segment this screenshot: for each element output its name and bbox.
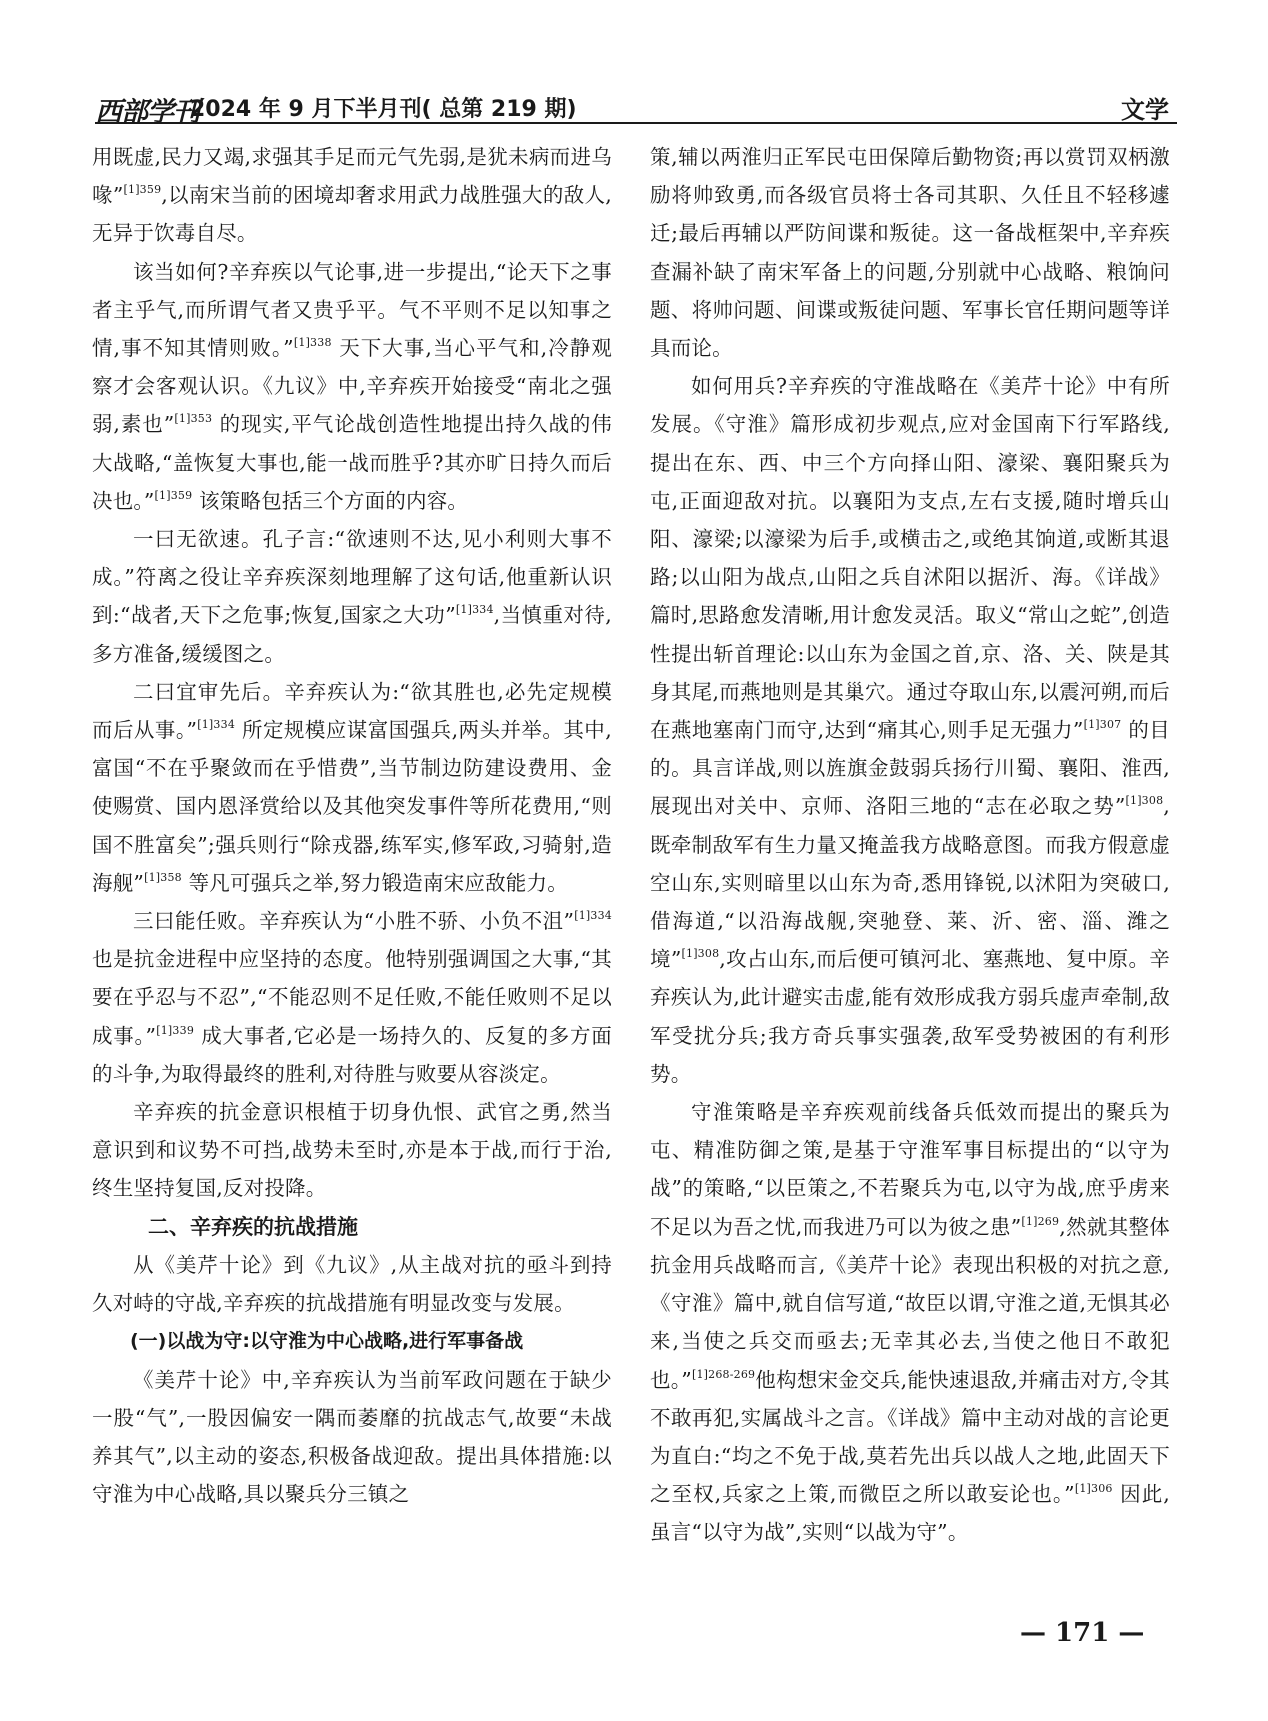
journal-logo: 西部学刊 [95, 97, 199, 128]
section-heading: 二、辛弃疾的抗战措施 [148, 1214, 358, 1239]
paragraph: 辛弃疾的抗金意识根植于切身仇恨、武官之勇,然当意识到和议势不可挡,战势未至时,亦是本于战,而行于治,终生坚持复国,反对投降。 [92, 1100, 612, 1201]
citation: [1]307 [1083, 718, 1122, 732]
citation: [1]353 [174, 412, 213, 426]
citation: [1]359 [154, 488, 193, 502]
citation: [1]308 [681, 947, 720, 961]
paragraph: 策,辅以两淮归正军民屯田保障后勤物资;再以赏罚双柄激励将帅致勇,而各级官员将士各司其职、久任且不轻移遽迁;最后再辅以严防间谍和叛徒。这一备战框架中,辛弃疾查漏补缺了南宋军备上的问题,分别就中心战略、粮饷问题、将帅问题、间谍或叛徒问题、军事长官任期问题等详具而论。 [650, 145, 1170, 361]
subsection-heading: (一)以战为守:以守淮为中心战略,进行军事备战 [130, 1330, 524, 1353]
paragraph: 从《美芹十论》到《九议》,从主战对抗的亟斗到持久对峙的守战,辛弃疾的抗战措施有明显改变与发展。 [92, 1252, 612, 1316]
section-label: 文学 [1121, 96, 1169, 124]
paragraph: 一曰无欲速。孔子言:“欲速则不达,见小利则大事不成。”符离之役让辛弃疾深刻地理解了这句话,他重新认识到:“战者,天下之危事;恢复,国家之大功”$^{[1]334}$,当慎重对待,多方准备,缓缓图之。 [92, 527, 612, 666]
paragraph: 用既虚,民力又竭,求强其手足而元气先弱,是犹未病而进乌喙”$^{[1]359}$,以南宋当前的困境却奢求用武力战胜强大的敌人,无异于饮毒自尽。 [92, 145, 612, 246]
citation: [1]269 [1021, 1214, 1060, 1228]
left-column [92, 138, 612, 1513]
citation: [1]306 [1074, 1482, 1113, 1496]
paragraph: 二曰宜审先后。辛弃疾认为:“欲其胜也,必先定规模而后从事。”$^{[1]334}$ 所定规模应谋富国强兵,两头并举。其中,富国“不在乎聚敛而在乎惜费”,当节制边防建设费用、金使赐赏、国内恩泽赏给以及其他突发事件等所花费用,“则国不胜富矣”;强兵则行“除戎器,练军实,修军政,习骑射,造海舰”$^{[1]358}$ 等凡可强兵之举,努力锻造南宋应敌能力。 [92, 679, 612, 895]
citation: [1]268-269 [691, 1367, 756, 1381]
citation: [1]338 [293, 336, 332, 350]
citation: [1]358 [144, 870, 182, 884]
citation: [1]334 [197, 718, 236, 732]
right-column [650, 138, 1170, 1552]
citation: [1]359 [123, 183, 162, 197]
paragraph: 守淮策略是辛弃疾观前线备兵低效而提出的聚兵为屯、精准防御之策,是基于守淮军事目标提出的“以守为战”的策略,“以臣策之,不若聚兵为屯,以守为战,庶乎虏来不足以为吾之忧,而我进乃可以为彼之患”$^{[1]269}$,然就其整体抗金用兵战略而言,《美芹十论》表现出积极的对抗之意,《守淮》篇中,就自信写道,“故臣以谓,守淮之道,无惧其必来,当使之兵交而亟去;无幸其必去,当使之他日不敢犯也。”$^{[1]268-269}$他构想宋金交兵,能快速退敌,并痛击对方,令其不敢再犯,实属战斗之言。《详战》篇中主动对战的言论更为直白:“均之不免于战,莫若先出兵以战人之地,此固天下之至权,兵家之上策,而微臣之所以敢妄论也。”$^{[1]306}$ 因此,虽言“以守为战”,实则“以战为守”。 [650, 1100, 1170, 1545]
paragraph: 该当如何?辛弃疾以气论事,进一步提出,“论天下之事者主乎气,而所谓气者又贵乎平。气不平则不足以知事之情,事不知其情则败。”$^{[1]338}$ 天下大事,当心平气和,冷静观察才会客观认识。《九议》中,辛弃疾开始接受“南北之强弱,素也”$^{[1]353}$ 的现实,平气论战创造性地提出持久战的伟大战略,“盖恢复大事也,能一战而胜乎?其亦旷日持久而后决也。”$^{[1]359}$ 该策略包括三个方面的内容。 [92, 259, 612, 513]
paragraph: 如何用兵?辛弃疾的守淮战略在《美芹十论》中有所发展。《守淮》篇形成初步观点,应对金国南下行军路线,提出在东、西、中三个方向择山阳、濠梁、襄阳聚兵为屯,正面迎敌对抗。以襄阳为支点,左右支援,随时增兵山阳、濠梁;以濠梁为后手,或横击之,或绝其饷道,或断其退路;以山阳为战点,山阳之兵自沭阳以据沂、海。《详战》篇时,思路愈发清晰,用计愈发灵活。取义“常山之蛇”,创造性提出斩首理论:以山东为金国之首,京、洛、关、陕是其身其尾,而燕地则是其巢穴。通过夺取山东,以震河朔,而后在燕地塞南门而守,达到“痛其心,则手足无强力”$^{[1]307}$ 的目的。具言详战,则以旌旗金鼓弱兵扬行川蜀、襄阳、淮西,展现出对关中、京师、洛阳三地的“志在必取之势”$^{[1]308}$,既牵制敌军有生力量又掩盖我方战略意图。而我方假意虚空山东,实则暗里以山东为奇,悉用锋锐,以沭阳为突破口,借海道,“以沿海战舰,突驰登、莱、沂、密、淄、潍之境”$^{[1]308}$,攻占山东,而后便可镇河北、塞燕地、复中原。辛弃疾认为,此计避实击虚,能有效形成我方弱兵虚声牵制,敌军受扰分兵;我方奇兵事实强袭,敌军受势被困的有利形势。 [650, 374, 1170, 1086]
paragraph: 三曰能任败。辛弃疾认为“小胜不骄、小负不沮”$^{[1]334}$ 也是抗金进程中应坚持的态度。他特别强调国之大事,“其要在乎忍与不忍”,“不能忍则不足任败,不能任败则不足以成事。”$^{[1]339}$ 成大事者,它必是一场持久的、反复的多方面的斗争,为取得最终的胜利,对待胜与败要从容淡定。 [92, 909, 612, 1086]
citation: [1]308 [1125, 794, 1164, 808]
running-header [95, 86, 1177, 128]
paragraph: 《美芹十论》中,辛弃疾认为当前军政问题在于缺少一股“气”,一股因偏安一隅而萎靡的抗战志气,故要“未战养其气”,以主动的姿态,积极备战迎敌。提出具体措施:以守淮为中心战略,具以聚兵分三镇之 [92, 1367, 612, 1507]
citation: [1]334 [455, 603, 494, 617]
page-number: — 171 — [1020, 1618, 1145, 1648]
issue-info: 2024 年 9 月下半月刊( 总第 219 期) [190, 97, 577, 122]
citation: [1]339 [156, 1023, 195, 1037]
citation: [1]334 [574, 909, 612, 923]
